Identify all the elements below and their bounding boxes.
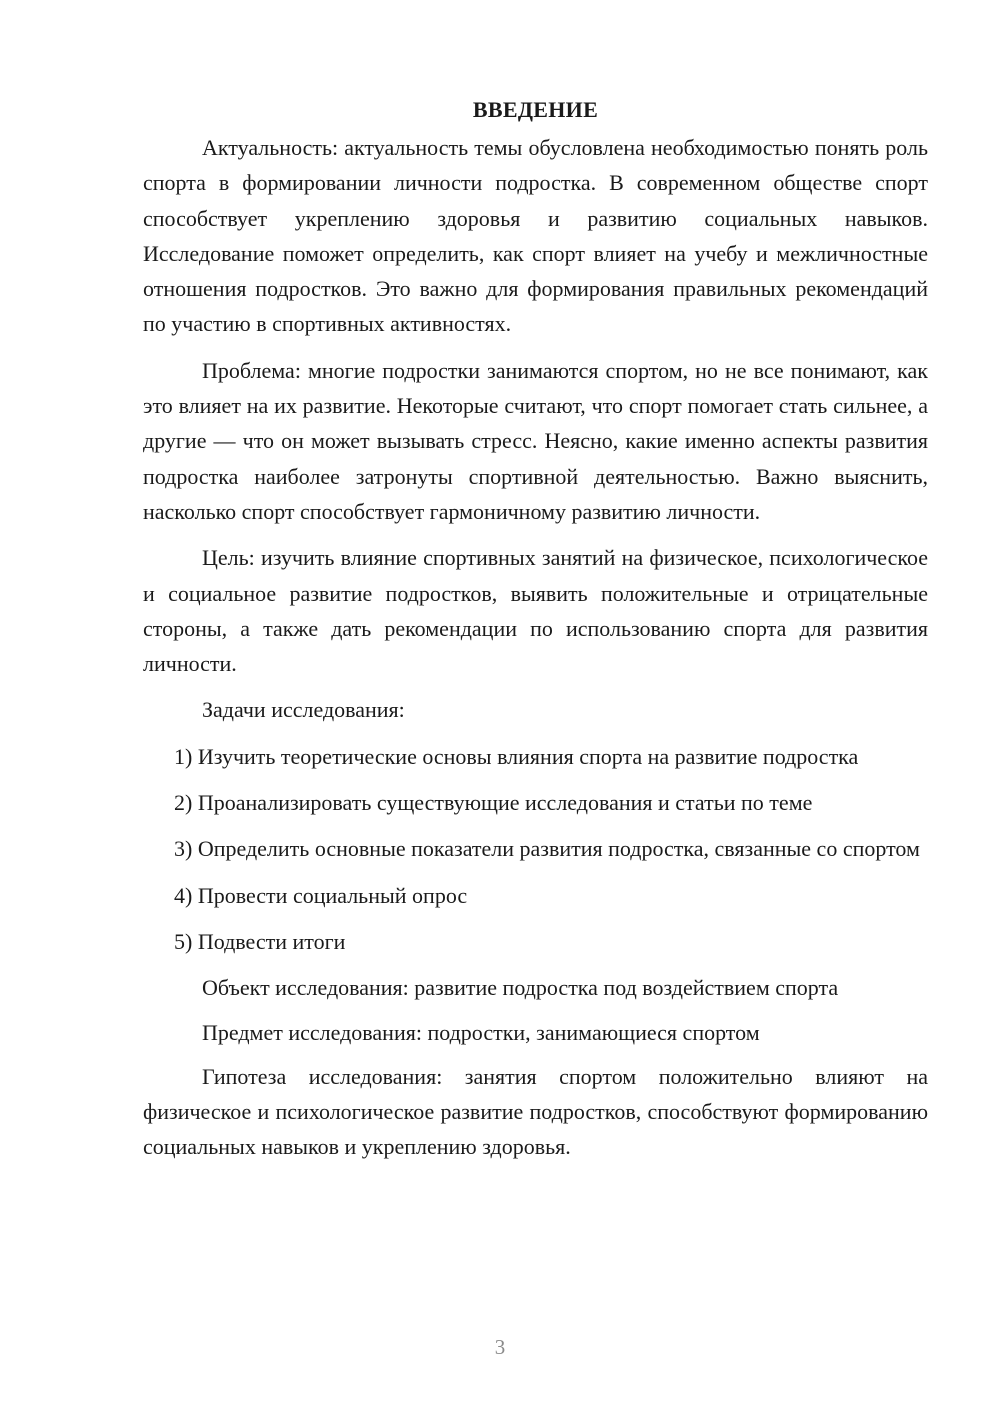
goal-paragraph: Цель: изучить влияние спортивных занятий на физическое, психологическое и социальное развитие подростков, выявить положительные и отрицательные стороны, а также дать рекомендации по использованию спорта для развития личности. xyxy=(143,545,928,677)
task-item: 4) Провести социальный опрос xyxy=(174,882,468,908)
task-item: 2) Проанализировать существующие исследования и статьи по теме xyxy=(174,790,813,816)
task-item: 1) Изучить теоретические основы влияния спорта на развитие подростка xyxy=(174,743,859,769)
page-title: ВВЕДЕНИЕ xyxy=(472,97,599,122)
page-number: 3 xyxy=(494,1335,506,1359)
problem-paragraph: Проблема: многие подростки занимаются спортом, но не все понимают, как это влияет на их развитие. Некоторые считают, что спорт помогает стать сильнее, а другие — что он может вызывать стресс. Неясно, какие именно аспекты развития подростка наиболее затронуты спортивной деятельностью. Важно выяснить, насколько спорт способствует гармоничному развитию личности. xyxy=(143,357,928,524)
research-hypothesis: Гипотеза исследования: занятия спортом положительно влияют на физическое и психологическое развитие подростков, способствуют формированию социальных навыков и укреплению здоровья. xyxy=(143,1063,928,1160)
relevance-paragraph: Актуальность: актуальность темы обусловлена необходимостью понять роль спорта в формировании личности подростка. В современном обществе спорт способствует укреплению здоровья и развитию социальных навыков. Исследование поможет определить, как спорт влияет на учебу и межличностные отношения подростков. Это важно для формирования правильных рекомендаций по участию в спортивных активностях. xyxy=(143,135,928,337)
tasks-heading: Задачи исследования: xyxy=(202,697,405,723)
research-subject: Предмет исследования: подростки, занимающиеся спортом xyxy=(202,1019,760,1045)
task-item: 5) Подвести итоги xyxy=(174,928,346,954)
research-object: Объект исследования: развитие подростка под воздействием спорта xyxy=(202,975,839,1001)
task-item: 3) Определить основные показатели развития подростка, связанные со спортом xyxy=(174,836,920,862)
document-page xyxy=(143,92,928,1176)
